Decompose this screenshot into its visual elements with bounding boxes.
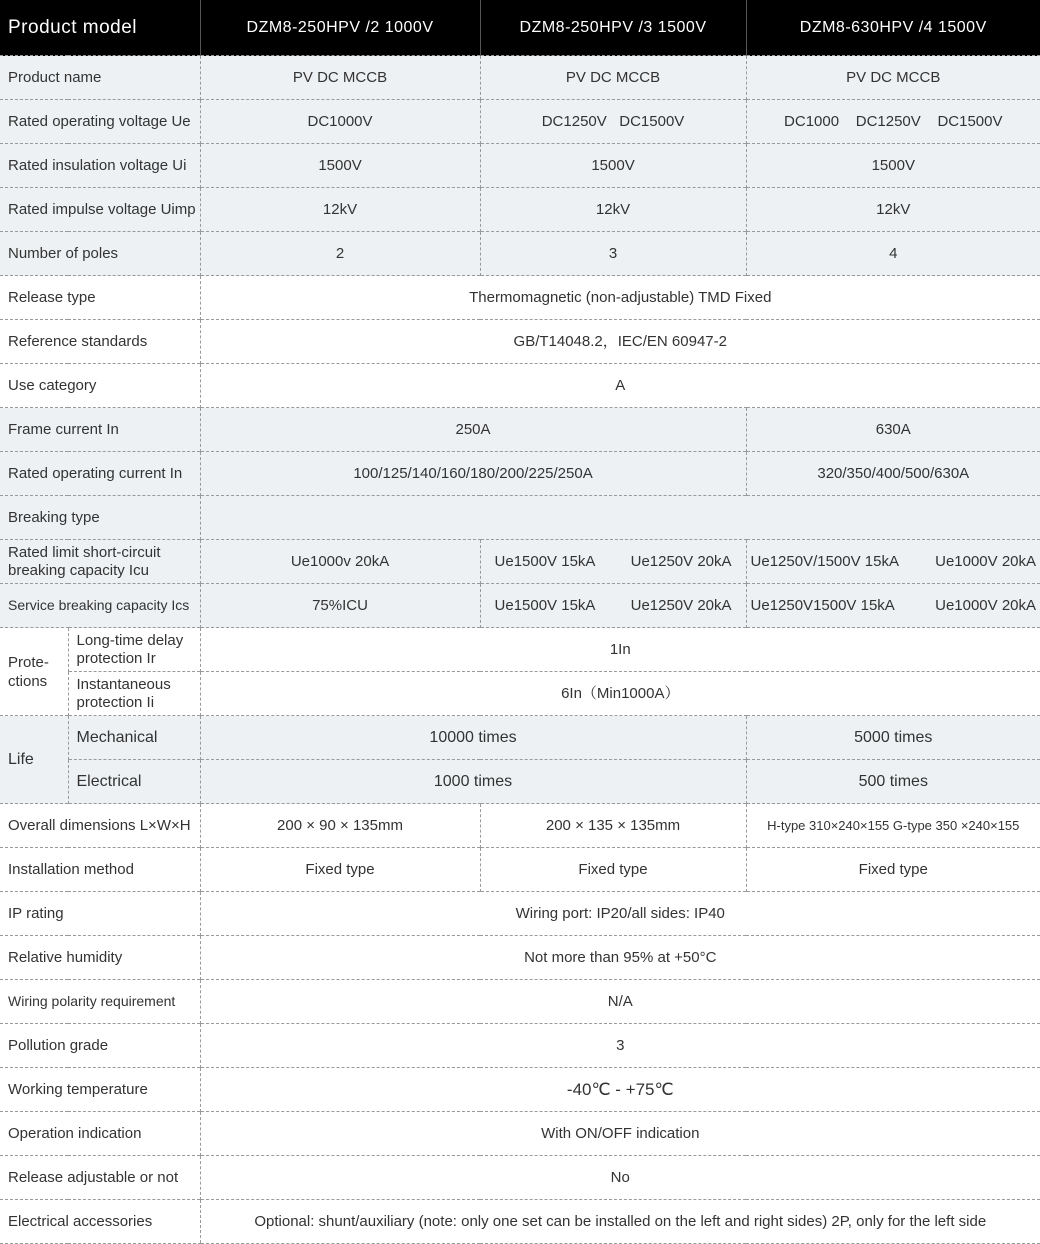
table-row [0, 364, 1040, 408]
cell [746, 540, 1040, 584]
cell: 500 times [746, 760, 1040, 804]
header-label: Product model [0, 0, 200, 56]
cell: Fixed type [480, 848, 746, 892]
row-label: Release type [0, 276, 200, 320]
cell: 12kV [480, 188, 746, 232]
table-row [0, 892, 1040, 936]
row-label: Number of poles [0, 232, 200, 276]
table-row [0, 188, 1040, 232]
cell-part: Ue1000V 20kA [935, 553, 1037, 570]
cell: 4 [746, 232, 1040, 276]
row-label [0, 540, 200, 584]
cell: 2 [200, 232, 480, 276]
row-label: Overall dimensions L×W×H [0, 804, 200, 848]
row-label [68, 628, 200, 672]
label-line: Rated limit short-circuit [8, 543, 161, 561]
table-row [0, 452, 1040, 496]
cell: PV DC MCCB [746, 56, 1040, 100]
row-label: Use category [0, 364, 200, 408]
table-row [0, 804, 1040, 848]
table-row [0, 276, 1040, 320]
row-label: Service breaking capacity Ics [0, 584, 200, 628]
row-label: Rated insulation voltage Ui [0, 144, 200, 188]
cell: N/A [200, 980, 1040, 1024]
cell: 12kV [746, 188, 1040, 232]
row-label [68, 672, 200, 716]
model-header-1: DZM8-250HPV /2 1000V [200, 0, 480, 56]
label-line: breaking capacity Icu [8, 561, 149, 579]
model-header-2: DZM8-250HPV /3 1500V [480, 0, 746, 56]
cell: DC1000V [200, 100, 480, 144]
cell: 1000 times [200, 760, 746, 804]
row-label: Rated operating current In [0, 452, 200, 496]
cell-part: Ue1000V 20kA [935, 597, 1037, 614]
cell: 1500V [200, 144, 480, 188]
header-row [0, 0, 1040, 56]
table-row [0, 540, 1040, 584]
row-label: Frame current In [0, 408, 200, 452]
cell-part: Ue1250V/1500V 15kA [750, 553, 899, 570]
table-row [0, 716, 1040, 760]
table-row [0, 408, 1040, 452]
row-label: IP rating [0, 892, 200, 936]
table-row [0, 936, 1040, 980]
table-row [0, 320, 1040, 364]
cell-part: Ue1250V 20kA [630, 553, 732, 570]
label-line: ctions [8, 672, 48, 690]
row-label: Electrical accessories [0, 1200, 200, 1244]
cell-part: Ue1250V1500V 15kA [750, 597, 895, 614]
cell: Thermomagnetic (non-adjustable) TMD Fixed [200, 276, 1040, 320]
cell: Optional: shunt/auxiliary (note: only one set can be installed on the left and right sides) 2P, only for the left side [200, 1200, 1040, 1244]
cell: No [200, 1156, 1040, 1200]
row-label: Rated impulse voltage Uimp [0, 188, 200, 232]
row-label: Working temperature [0, 1068, 200, 1112]
table-row [0, 144, 1040, 188]
cell: A [200, 364, 1040, 408]
cell [200, 496, 1040, 540]
table-row [0, 672, 1040, 716]
table-row [0, 760, 1040, 804]
cell: 250A [200, 408, 746, 452]
table-row [0, 980, 1040, 1024]
row-label: Electrical [68, 760, 200, 804]
row-label: Operation indication [0, 1112, 200, 1156]
cell: 75%ICU [200, 584, 480, 628]
cell: 200 × 135 × 135mm [480, 804, 746, 848]
label-line: protection Ii [76, 693, 155, 711]
cell: With ON/OFF indication [200, 1112, 1040, 1156]
cell: H-type 310×240×155 G-type 350 ×240×155 [746, 804, 1040, 848]
cell: 1500V [480, 144, 746, 188]
row-label: Pollution grade [0, 1024, 200, 1068]
cell: 1500V [746, 144, 1040, 188]
row-label: Breaking type [0, 496, 200, 540]
row-label: Rated operating voltage Ue [0, 100, 200, 144]
cell [480, 540, 746, 584]
row-label: Installation method [0, 848, 200, 892]
table-row [0, 584, 1040, 628]
table-row [0, 1200, 1040, 1244]
cell: DC1000 DC1250V DC1500V [746, 100, 1040, 144]
cell: 3 [200, 1024, 1040, 1068]
row-label: Product name [0, 56, 200, 100]
row-label: Wiring polarity requirement [0, 980, 200, 1024]
cell: PV DC MCCB [200, 56, 480, 100]
cell: DC1250V DC1500V [480, 100, 746, 144]
cell: Fixed type [746, 848, 1040, 892]
cell-part: Ue1500V 15kA [494, 553, 596, 570]
cell: 6In（Min1000A） [200, 672, 1040, 716]
row-label: Reference standards [0, 320, 200, 364]
table-row [0, 1156, 1040, 1200]
cell: Fixed type [200, 848, 480, 892]
label-line: Long-time delay [76, 631, 184, 649]
cell-part: Ue1250V 20kA [630, 597, 732, 614]
cell: 100/125/140/160/180/200/225/250A [200, 452, 746, 496]
cell: PV DC MCCB [480, 56, 746, 100]
cell: 1In [200, 628, 1040, 672]
cell: GB/T14048.2，IEC/EN 60947-2 [200, 320, 1040, 364]
cell: 10000 times [200, 716, 746, 760]
table-row [0, 1024, 1040, 1068]
cell: 200 × 90 × 135mm [200, 804, 480, 848]
cell [746, 584, 1040, 628]
row-label: Mechanical [68, 716, 200, 760]
cell: 5000 times [746, 716, 1040, 760]
table-row [0, 1068, 1040, 1112]
cell: Not more than 95% at +50°C [200, 936, 1040, 980]
cell-part: Ue1500V 15kA [494, 597, 596, 614]
table-row [0, 100, 1040, 144]
group-label-life: Life [0, 716, 68, 804]
cell [480, 584, 746, 628]
label-line: protection Ir [76, 649, 156, 667]
table-row [0, 232, 1040, 276]
cell: Ue1000v 20kA [200, 540, 480, 584]
cell: 320/350/400/500/630A [746, 452, 1040, 496]
cell: 3 [480, 232, 746, 276]
model-header-3: DZM8-630HPV /4 1500V [746, 0, 1040, 56]
cell: 630A [746, 408, 1040, 452]
table-row [0, 848, 1040, 892]
label-line: Prote- [8, 653, 49, 671]
cell: Wiring port: IP20/all sides: IP40 [200, 892, 1040, 936]
table-row [0, 496, 1040, 540]
table-row [0, 628, 1040, 672]
group-label-protections [0, 628, 68, 716]
cell: -40℃ - +75℃ [200, 1068, 1040, 1112]
table-row [0, 1112, 1040, 1156]
row-label: Release adjustable or not [0, 1156, 200, 1200]
row-label: Relative humidity [0, 936, 200, 980]
cell: 12kV [200, 188, 480, 232]
table-row [0, 56, 1040, 100]
label-line: Instantaneous [76, 675, 171, 693]
